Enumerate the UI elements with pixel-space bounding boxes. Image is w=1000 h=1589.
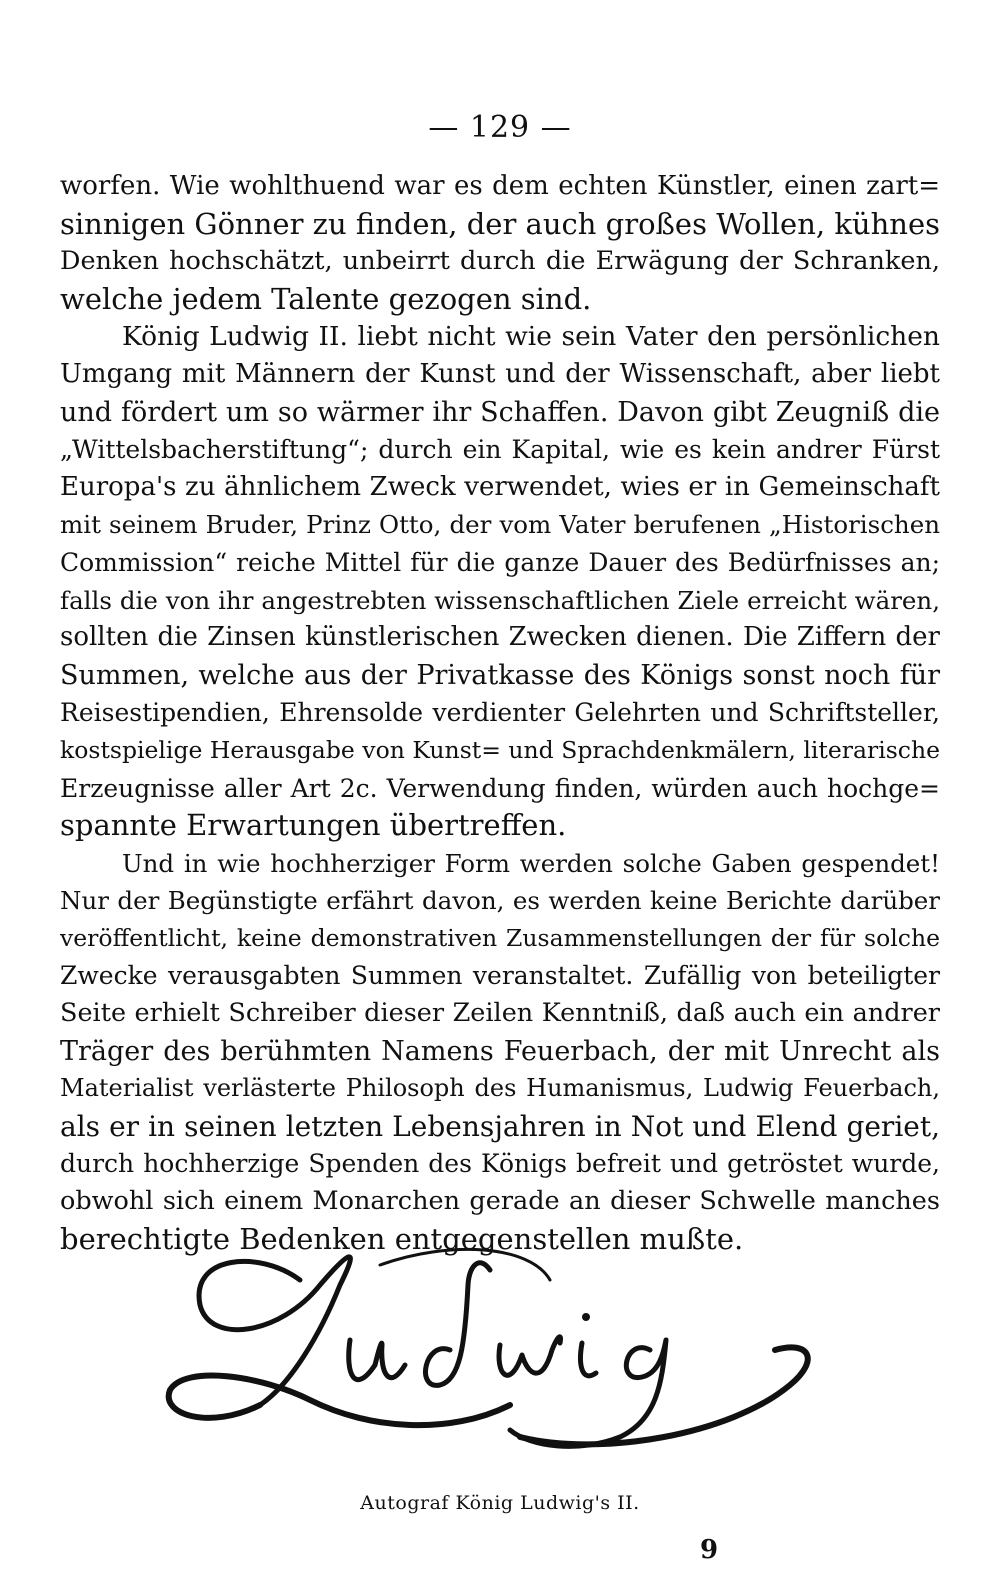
signature-caption: Autograf König Ludwig's II. [360, 1492, 640, 1514]
text-line: falls die von ihr angestrebten wissenschaftlichen Ziele erreicht wären, [60, 585, 940, 615]
text-line: Reisestipendien, Ehrensolde verdienter Gelehrten und Schriftsteller, [60, 698, 940, 728]
autograph-signature [150, 1225, 850, 1455]
text-line: Commission“ reiche Mittel für die ganze Dauer des Bedürfnisses an; [60, 547, 940, 577]
signature-mark: 9 [700, 1535, 719, 1565]
text-line: kostspielige Herausgabe von Kunst= und Sprachdenkmälern, literarische [60, 735, 940, 764]
text-line: „Wittelsbacherstiftung“; durch ein Kapital, wie es kein andrer Fürst [60, 435, 940, 465]
text-line: Träger des berühmten Namens Feuerbach, der mit Unrecht als [60, 1035, 940, 1067]
text-line: Denken hochschätzt, unbeirrt durch die Erwägung der Schranken, [60, 246, 940, 277]
text-line: Und in wie hochherziger Form werden solche Gaben gespendet! [122, 848, 940, 878]
text-line: veröffentlicht, keine demonstrativen Zusammenstellungen der für solche [60, 923, 940, 952]
text-line: König Ludwig II. liebt nicht wie sein Vater den persönlichen [122, 321, 940, 353]
text-line: sollten die Zinsen künstlerischen Zwecken dienen. Die Ziffern der [60, 622, 940, 653]
text-line: und fördert um so wärmer ihr Schaffen. Davon gibt Zeugniß die [60, 396, 940, 428]
text-line: sinnigen Gönner zu finden, der auch großes Wollen, kühnes [60, 206, 940, 241]
text-line: Summen, welche aus der Privatkasse des Königs sonst noch für [60, 659, 940, 691]
text-line: Erzeugnisse aller Art 2c. Verwendung finden, würden auch hochge= [60, 773, 940, 803]
text-line: welche jedem Talente gezogen sind. [60, 281, 592, 316]
body-text [60, 168, 940, 1258]
text-line: mit seinem Bruder, Prinz Otto, der vom Vater berufenen „Historischen [60, 510, 940, 540]
page-number: — 129 — [428, 110, 572, 145]
text-line: Umgang mit Männern der Kunst und der Wissenschaft, aber liebt [60, 358, 940, 389]
text-line: Europa's zu ähnlichem Zweck verwendet, wies er in Gemeinschaft [60, 471, 940, 502]
text-line: berechtigte Bedenken entgegenstellen mußte. [60, 1221, 744, 1256]
text-line: spannte Erwartungen übertreffen. [60, 808, 567, 843]
text-line: worfen. Wie wohlthuend war es dem echten Künstler, einen zart= [60, 171, 940, 201]
text-line: Nur der Begünstigte erfährt davon, es werden keine Berichte darüber [60, 886, 940, 916]
text-line: durch hochherzige Spenden des Königs befreit und getröstet wurde, [60, 1149, 940, 1179]
text-line: obwohl sich einem Monarchen gerade an dieser Schwelle manches [60, 1186, 940, 1217]
text-line: Materialist verlästerte Philosoph des Humanismus, Ludwig Feuerbach, [60, 1074, 940, 1103]
text-line: als er in seinen letzten Lebensjahren in Not und Elend geriet, [60, 1109, 940, 1143]
text-line: Zwecke verausgabten Summen veranstaltet. Zufällig von beteiligter [60, 961, 940, 991]
text-line: Seite erhielt Schreiber dieser Zeilen Kenntniß, daß auch ein andrer [60, 998, 940, 1029]
